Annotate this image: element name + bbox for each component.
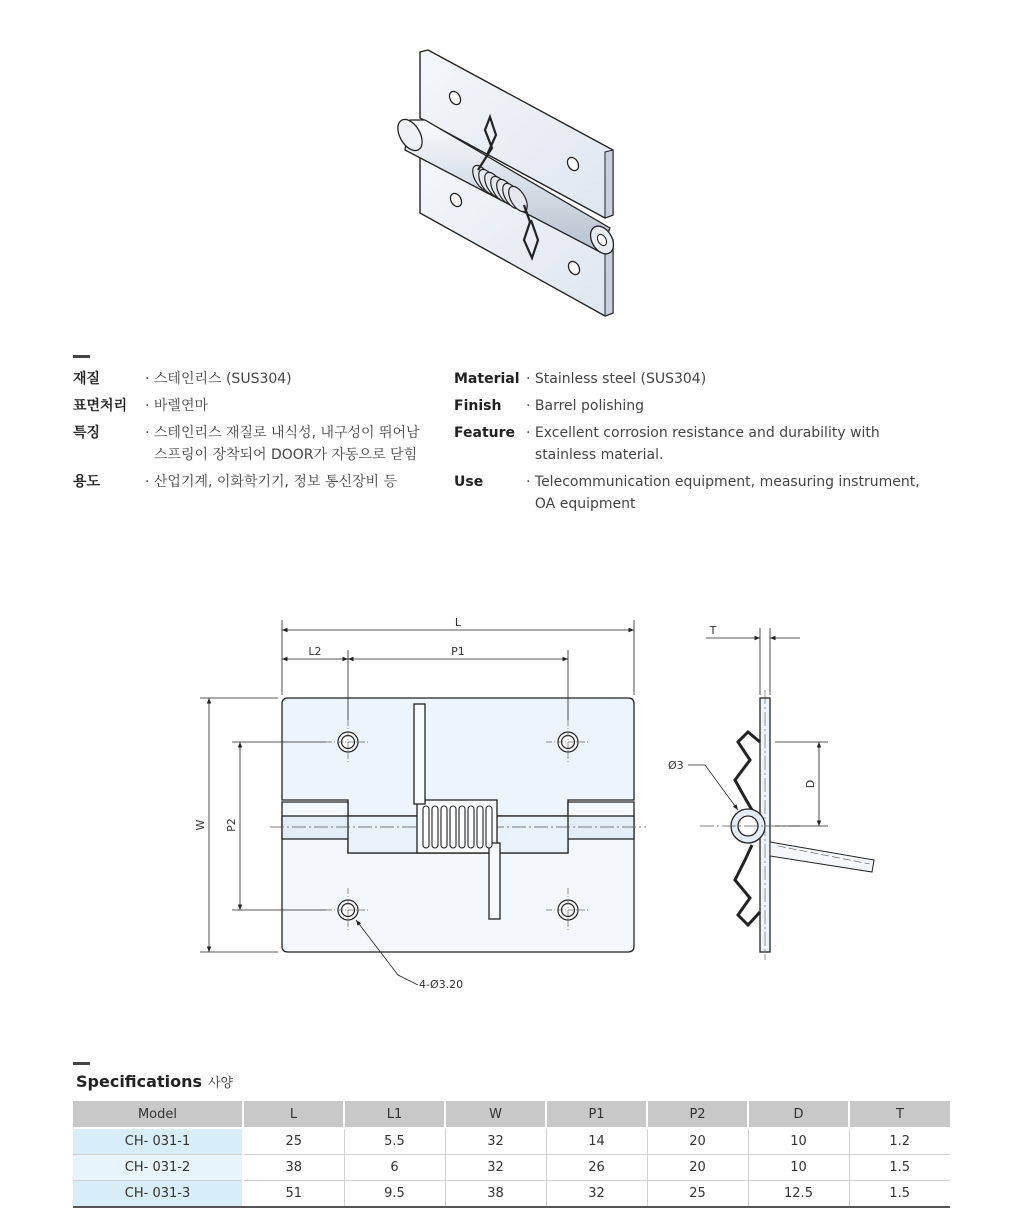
- mount-holes: [338, 732, 578, 920]
- column-header: P1: [546, 1101, 647, 1128]
- prop-row-use-en: [454, 471, 974, 515]
- section-marker: [73, 355, 90, 358]
- table-cell: 20: [647, 1128, 748, 1155]
- table-cell: 20: [647, 1155, 748, 1181]
- table-header-row: [73, 1101, 950, 1128]
- dim-label-d: D: [804, 779, 817, 789]
- table-cell: 25: [647, 1181, 748, 1208]
- table-cell: 10: [748, 1155, 849, 1181]
- table-cell: 10: [748, 1128, 849, 1155]
- table-row: [73, 1155, 950, 1181]
- prop-label: 용도: [73, 474, 101, 490]
- prop-label: Feature: [454, 425, 515, 441]
- table-cell: 26: [546, 1155, 647, 1181]
- column-header: Model: [73, 1101, 243, 1128]
- prop-value: OA equipment: [526, 496, 636, 512]
- table-cell: 25: [243, 1128, 344, 1155]
- prop-label: 재질: [73, 371, 101, 387]
- prop-label: Material: [454, 371, 520, 387]
- table-cell: 5.5: [344, 1128, 445, 1155]
- prop-label: Use: [454, 474, 484, 490]
- prop-value: · 산업기계, 이화학기기, 정보 통신장비 등: [145, 474, 397, 490]
- column-header: P2: [647, 1101, 748, 1128]
- upper-leaf: [282, 698, 634, 853]
- column-header: T: [849, 1101, 950, 1128]
- spring: [414, 704, 500, 919]
- table-cell: 1.2: [849, 1128, 950, 1155]
- table-cell: 51: [243, 1181, 344, 1208]
- prop-row-material-kr: [73, 368, 433, 390]
- properties-korean: [73, 368, 433, 498]
- prop-row-finish-kr: [73, 395, 433, 417]
- specs-title-text: Specifications: [76, 1072, 202, 1091]
- table-cell: 38: [445, 1181, 546, 1208]
- hinge-isometric-illustration: [0, 0, 1024, 340]
- dim-label-t: T: [709, 624, 717, 637]
- dim-label-phi3: Ø3: [668, 759, 684, 772]
- prop-value: · Barrel polishing: [526, 398, 645, 414]
- dim-label-l: L: [454, 616, 462, 629]
- prop-value: · Telecommunication equipment, measuring instrument,: [526, 474, 920, 490]
- prop-value: · Excellent corrosion resistance and durability with: [526, 425, 880, 441]
- prop-value: stainless material.: [526, 447, 664, 463]
- table-cell: 1.5: [849, 1181, 950, 1208]
- prop-value: · 스테인리스 (SUS304): [145, 371, 292, 387]
- prop-label: 표면처리: [73, 398, 128, 414]
- specs-title: [76, 1072, 233, 1091]
- front-view: [282, 698, 634, 952]
- side-view: [731, 698, 874, 952]
- table-cell-model: CH- 031-1: [73, 1128, 243, 1155]
- table-cell: 12.5: [748, 1181, 849, 1208]
- prop-value: · 바렐연마: [145, 398, 208, 414]
- table-cell-model: CH- 031-3: [73, 1181, 243, 1208]
- column-header: L1: [344, 1101, 445, 1128]
- table-cell: 6: [344, 1155, 445, 1181]
- section-marker: [73, 1062, 90, 1065]
- column-header: W: [445, 1101, 546, 1128]
- properties-english: [454, 368, 974, 520]
- prop-value: · Stainless steel (SUS304): [526, 371, 707, 387]
- table-cell: 14: [546, 1128, 647, 1155]
- prop-label: 특징: [73, 425, 101, 441]
- dim-label-l2: L2: [308, 645, 322, 658]
- prop-value: 스프링이 장착되어 DOOR가 자동으로 닫힘: [145, 447, 418, 463]
- dim-label-p1: P1: [451, 645, 465, 658]
- prop-row-material-en: [454, 368, 974, 390]
- lower-leaf: [282, 802, 634, 952]
- table-cell: 32: [445, 1155, 546, 1181]
- column-header: L: [243, 1101, 344, 1128]
- table-cell-model: CH- 031-2: [73, 1155, 243, 1181]
- prop-row-feature-kr: [73, 422, 433, 466]
- prop-value: · 스테인리스 재질로 내식성, 내구성이 뛰어남: [145, 425, 420, 441]
- table-cell: 1.5: [849, 1155, 950, 1181]
- table-cell: 38: [243, 1155, 344, 1181]
- prop-row-finish-en: [454, 395, 974, 417]
- column-header: D: [748, 1101, 849, 1128]
- table-cell: 9.5: [344, 1181, 445, 1208]
- table-row: [73, 1128, 950, 1155]
- specs-subtitle: 사양: [207, 1076, 234, 1091]
- dim-label-p2: P2: [225, 818, 238, 832]
- table-row: [73, 1181, 950, 1208]
- table-cell: 32: [445, 1128, 546, 1155]
- dim-label-holes: 4-Ø3.20: [419, 978, 464, 991]
- prop-row-use-kr: [73, 471, 433, 493]
- dim-label-w: W: [194, 819, 207, 831]
- table-cell: 32: [546, 1181, 647, 1208]
- prop-label: Finish: [454, 398, 502, 414]
- prop-row-feature-en: [454, 422, 974, 466]
- specs-table: [73, 1101, 950, 1208]
